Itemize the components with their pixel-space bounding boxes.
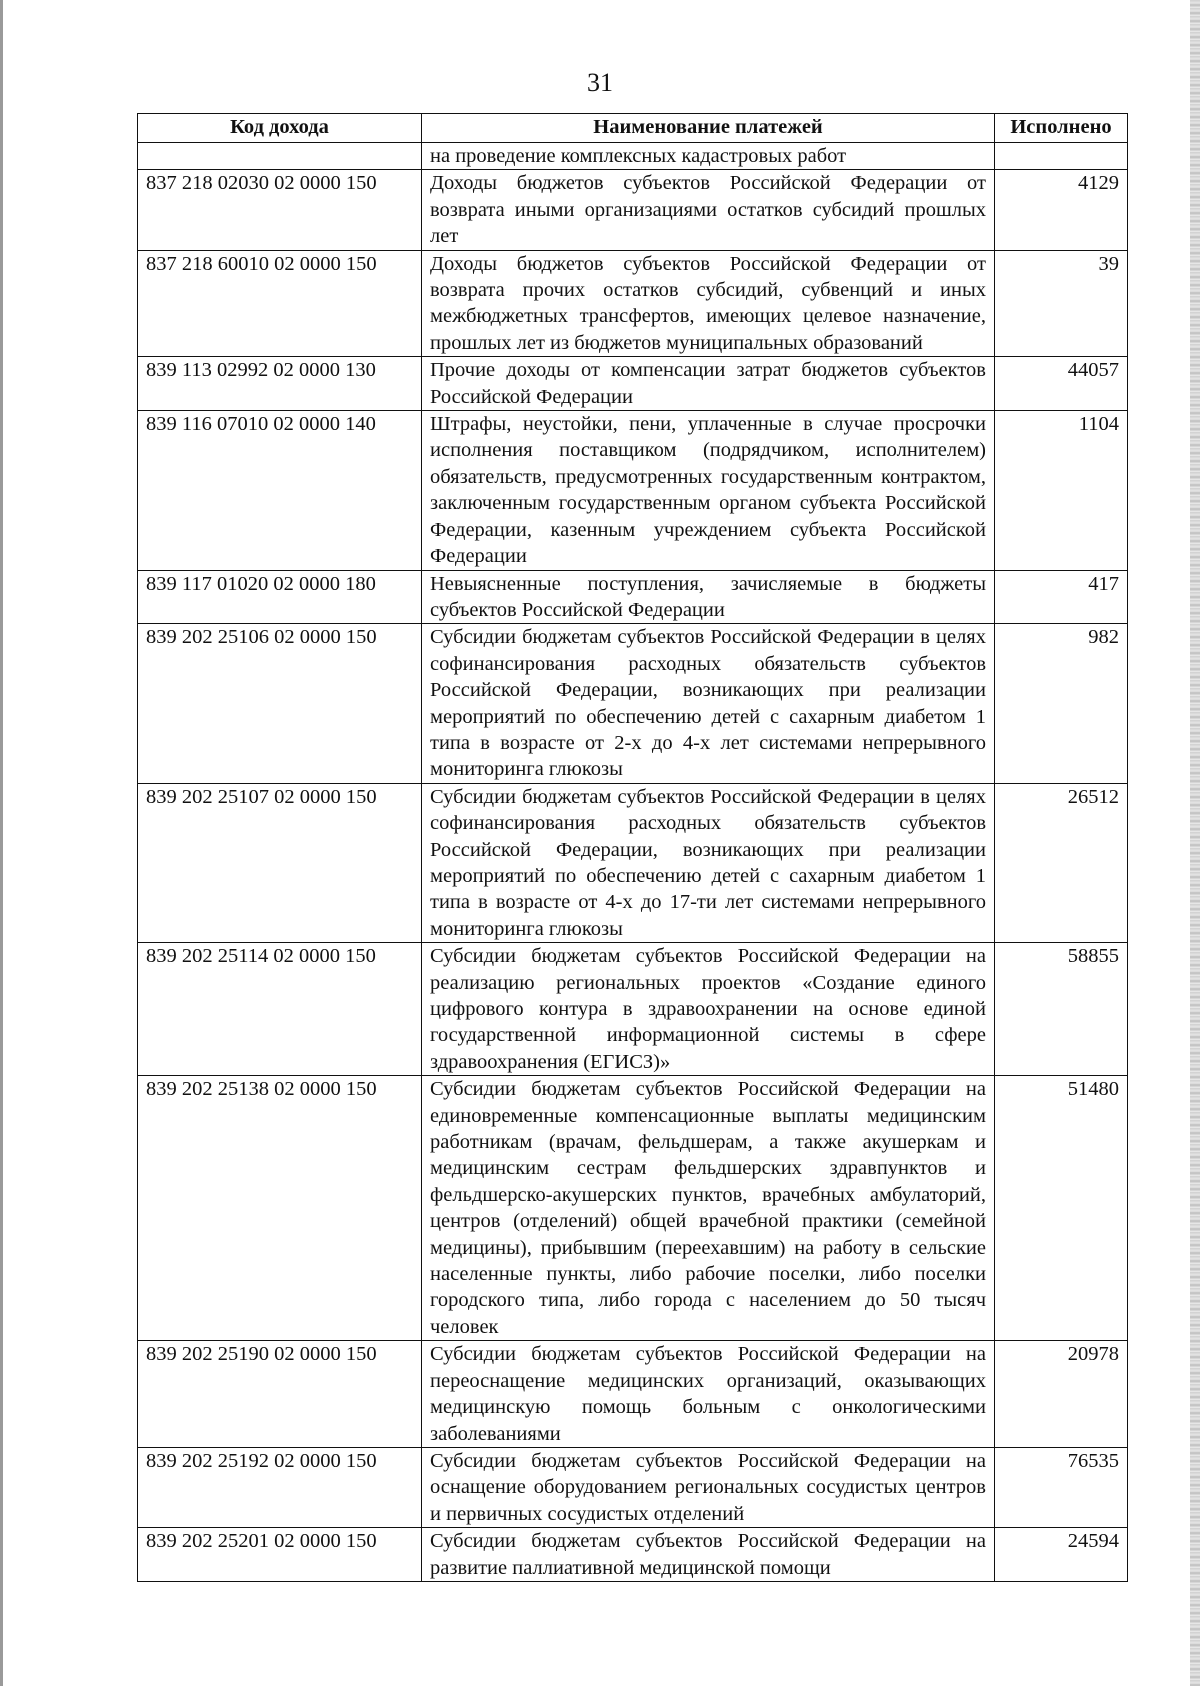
revenue-table	[137, 113, 1128, 1582]
table-row	[138, 170, 1128, 250]
cell-income-code: 839 202 25138 02 0000 150	[138, 1076, 422, 1341]
cell-amount: 26512	[995, 783, 1128, 942]
cell-income-code	[138, 143, 422, 170]
cell-amount: 982	[995, 624, 1128, 783]
cell-amount: 76535	[995, 1447, 1128, 1527]
cell-income-code: 839 117 01020 02 0000 180	[138, 570, 422, 624]
table-row	[138, 357, 1128, 411]
cell-income-code: 839 116 07010 02 0000 140	[138, 411, 422, 570]
table-row	[138, 1341, 1128, 1448]
cell-payment-name: Прочие доходы от компенсации затрат бюджетов субъектов Российской Федерации	[422, 357, 995, 411]
cell-amount: 39	[995, 250, 1128, 357]
cell-payment-name: Доходы бюджетов субъектов Российской Федерации от возврата иными организациями остатков субсидий прошлых лет	[422, 170, 995, 250]
scan-left-edge	[0, 0, 3, 1686]
cell-amount: 44057	[995, 357, 1128, 411]
cell-payment-name: Субсидии бюджетам субъектов Российской Федерации на оснащение оборудованием региональных сосудистых центров и первичных сосудистых отделений	[422, 1447, 995, 1527]
cell-income-code: 837 218 60010 02 0000 150	[138, 250, 422, 357]
cell-payment-name: Доходы бюджетов субъектов Российской Федерации от возврата прочих остатков субсидий, субвенций и иных межбюджетных трансфертов, имеющих целевое назначение, прошлых лет из бюджетов муниципальных образований	[422, 250, 995, 357]
cell-amount: 58855	[995, 943, 1128, 1076]
cell-amount: 51480	[995, 1076, 1128, 1341]
table-row	[138, 783, 1128, 942]
cell-payment-name: Субсидии бюджетам субъектов Российской Федерации на реализацию региональных проектов «Создание единого цифрового контура в здравоохранении на основе единой государственной информационной системы в сфере здравоохранения (ЕГИСЗ)»	[422, 943, 995, 1076]
cell-income-code: 839 202 25192 02 0000 150	[138, 1447, 422, 1527]
cell-payment-name: Субсидии бюджетам субъектов Российской Федерации на развитие паллиативной медицинской помощи	[422, 1528, 995, 1582]
cell-payment-name: Субсидии бюджетам субъектов Российской Федерации на единовременные компенсационные выплаты медицинским работникам (врачам, фельдшерам, а также акушеркам и медицинским сестрам фельдшерских здравпунктов и фельдшерско-акушерских пунктов, врачебных амбулаторий, центров (отделений) общей врачебной практики (семейной медицины), прибывшим (переехавшим) на работу в сельские населенные пункты, либо рабочие поселки, либо поселки городского типа, либо города с населением до 50 тысяч человек	[422, 1076, 995, 1341]
cell-income-code: 839 202 25114 02 0000 150	[138, 943, 422, 1076]
cell-amount	[995, 143, 1128, 170]
cell-payment-name: Субсидии бюджетам субъектов Российской Федерации в целях софинансирования расходных обязательств субъектов Российской Федерации, возникающих при реализации мероприятий по обеспечению детей с сахарным диабетом 1 типа в возрасте от 4-х до 17-ти лет системами непрерывного мониторинга глюкозы	[422, 783, 995, 942]
header-amount: Исполнено	[995, 114, 1128, 143]
cell-payment-name: Невыясненные поступления, зачисляемые в бюджеты субъектов Российской Федерации	[422, 570, 995, 624]
cell-income-code: 839 113 02992 02 0000 130	[138, 357, 422, 411]
header-name: Наименование платежей	[422, 114, 995, 143]
cell-payment-name: Субсидии бюджетам субъектов Российской Федерации на переоснащение медицинских организаций, оказывающих медицинскую помощь больным с онкологическими заболеваниями	[422, 1341, 995, 1448]
table-row	[138, 624, 1128, 783]
cell-amount: 24594	[995, 1528, 1128, 1582]
table-row	[138, 943, 1128, 1076]
table-row	[138, 1528, 1128, 1582]
cell-amount: 20978	[995, 1341, 1128, 1448]
table-body	[138, 143, 1128, 1582]
cell-income-code: 839 202 25201 02 0000 150	[138, 1528, 422, 1582]
table-row	[138, 250, 1128, 357]
cell-income-code: 839 202 25190 02 0000 150	[138, 1341, 422, 1448]
cell-amount: 1104	[995, 411, 1128, 570]
cell-payment-name: на проведение комплексных кадастровых работ	[422, 143, 995, 170]
cell-income-code: 839 202 25106 02 0000 150	[138, 624, 422, 783]
table-row	[138, 1447, 1128, 1527]
table-row	[138, 570, 1128, 624]
header-code: Код дохода	[138, 114, 422, 143]
cell-amount: 417	[995, 570, 1128, 624]
page-number: 31	[587, 68, 613, 97]
cell-payment-name: Штрафы, неустойки, пени, уплаченные в случае просрочки исполнения поставщиком (подрядчиком, исполнителем) обязательств, предусмотренных государственным контрактом, заключенным государственным органом субъекта Российской Федерации, казенным учреждением субъекта Российской Федерации	[422, 411, 995, 570]
table-row	[138, 1076, 1128, 1341]
cell-amount: 4129	[995, 170, 1128, 250]
table-row	[138, 143, 1128, 170]
scan-right-edge	[1190, 0, 1200, 1686]
cell-payment-name: Субсидии бюджетам субъектов Российской Федерации в целях софинансирования расходных обязательств субъектов Российской Федерации, возникающих при реализации мероприятий по обеспечению детей с сахарным диабетом 1 типа в возрасте от 2-х до 4-х лет системами непрерывного мониторинга глюкозы	[422, 624, 995, 783]
cell-income-code: 837 218 02030 02 0000 150	[138, 170, 422, 250]
table-header-row	[138, 114, 1128, 143]
table-row	[138, 411, 1128, 570]
cell-income-code: 839 202 25107 02 0000 150	[138, 783, 422, 942]
